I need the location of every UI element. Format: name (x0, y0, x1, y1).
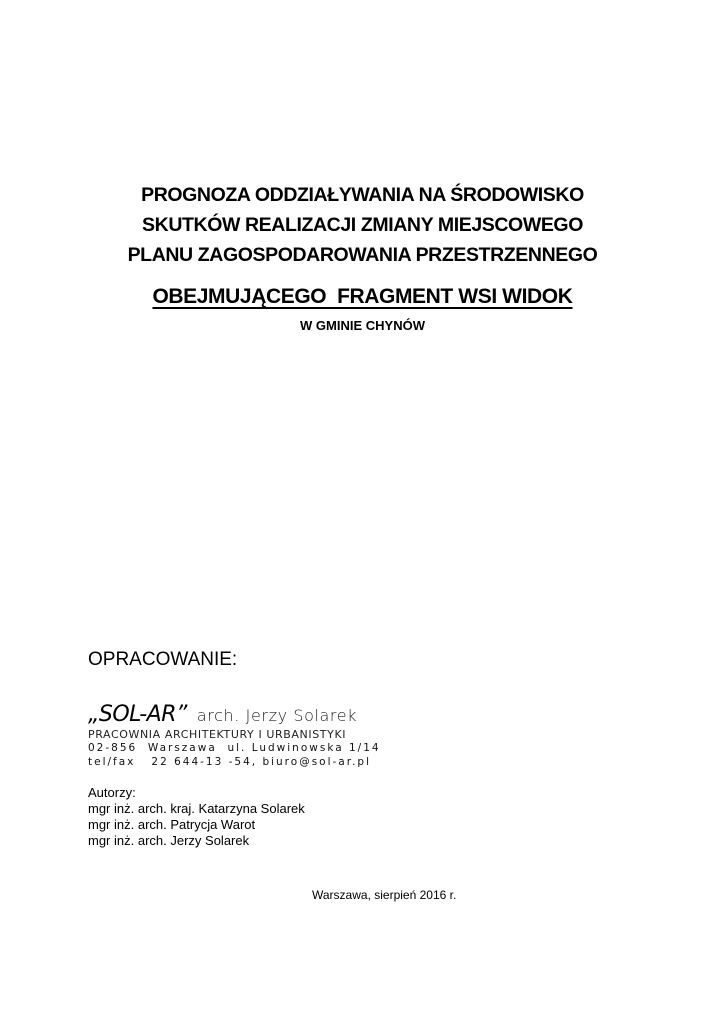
title-line-3: PLANU ZAGOSPODAROWANIA PRZESTRZENNEGO (127, 244, 598, 266)
author-3: mgr inż. arch. Jerzy Solarek (88, 833, 250, 848)
authors-label: Autorzy: (88, 785, 136, 800)
company-address: 02-856 Warszawa ul. Ludwinowska 1/14 (88, 742, 381, 754)
footer-date: Warszawa, sierpień 2016 r. (312, 888, 457, 902)
subtitle-main: OBEJMUJĄCEGO FRAGMENT WSI WIDOK (152, 285, 573, 308)
author-1: mgr inż. arch. kraj. Katarzyna Solarek (88, 801, 305, 816)
company-header (88, 702, 381, 727)
company-block (88, 702, 381, 769)
company-subtitle: PRACOWNIA ARCHITEKTURY I URBANISTYKI (88, 728, 347, 741)
document-title (0, 180, 725, 270)
authors-block (88, 785, 305, 849)
author-2: mgr inż. arch. Patrycja Warot (88, 817, 256, 832)
company-logo-name: „SOL-AR” (88, 702, 187, 727)
opracowanie-label: OPRACOWANIE: (88, 649, 238, 670)
subtitle-gmina: W GMINIE CHYNÓW (300, 318, 425, 333)
title-line-1: PROGNOZA ODDZIAŁYWANIA NA ŚRODOWISKO (141, 184, 584, 206)
title-line-2: SKUTKÓW REALIZACJI ZMIANY MIEJSCOWEGO (142, 214, 583, 236)
company-architect: arch. Jerzy Solarek (196, 706, 358, 725)
company-contact: tel/fax 22 644-13 -54, biuro@sol-ar.pl (88, 756, 371, 768)
